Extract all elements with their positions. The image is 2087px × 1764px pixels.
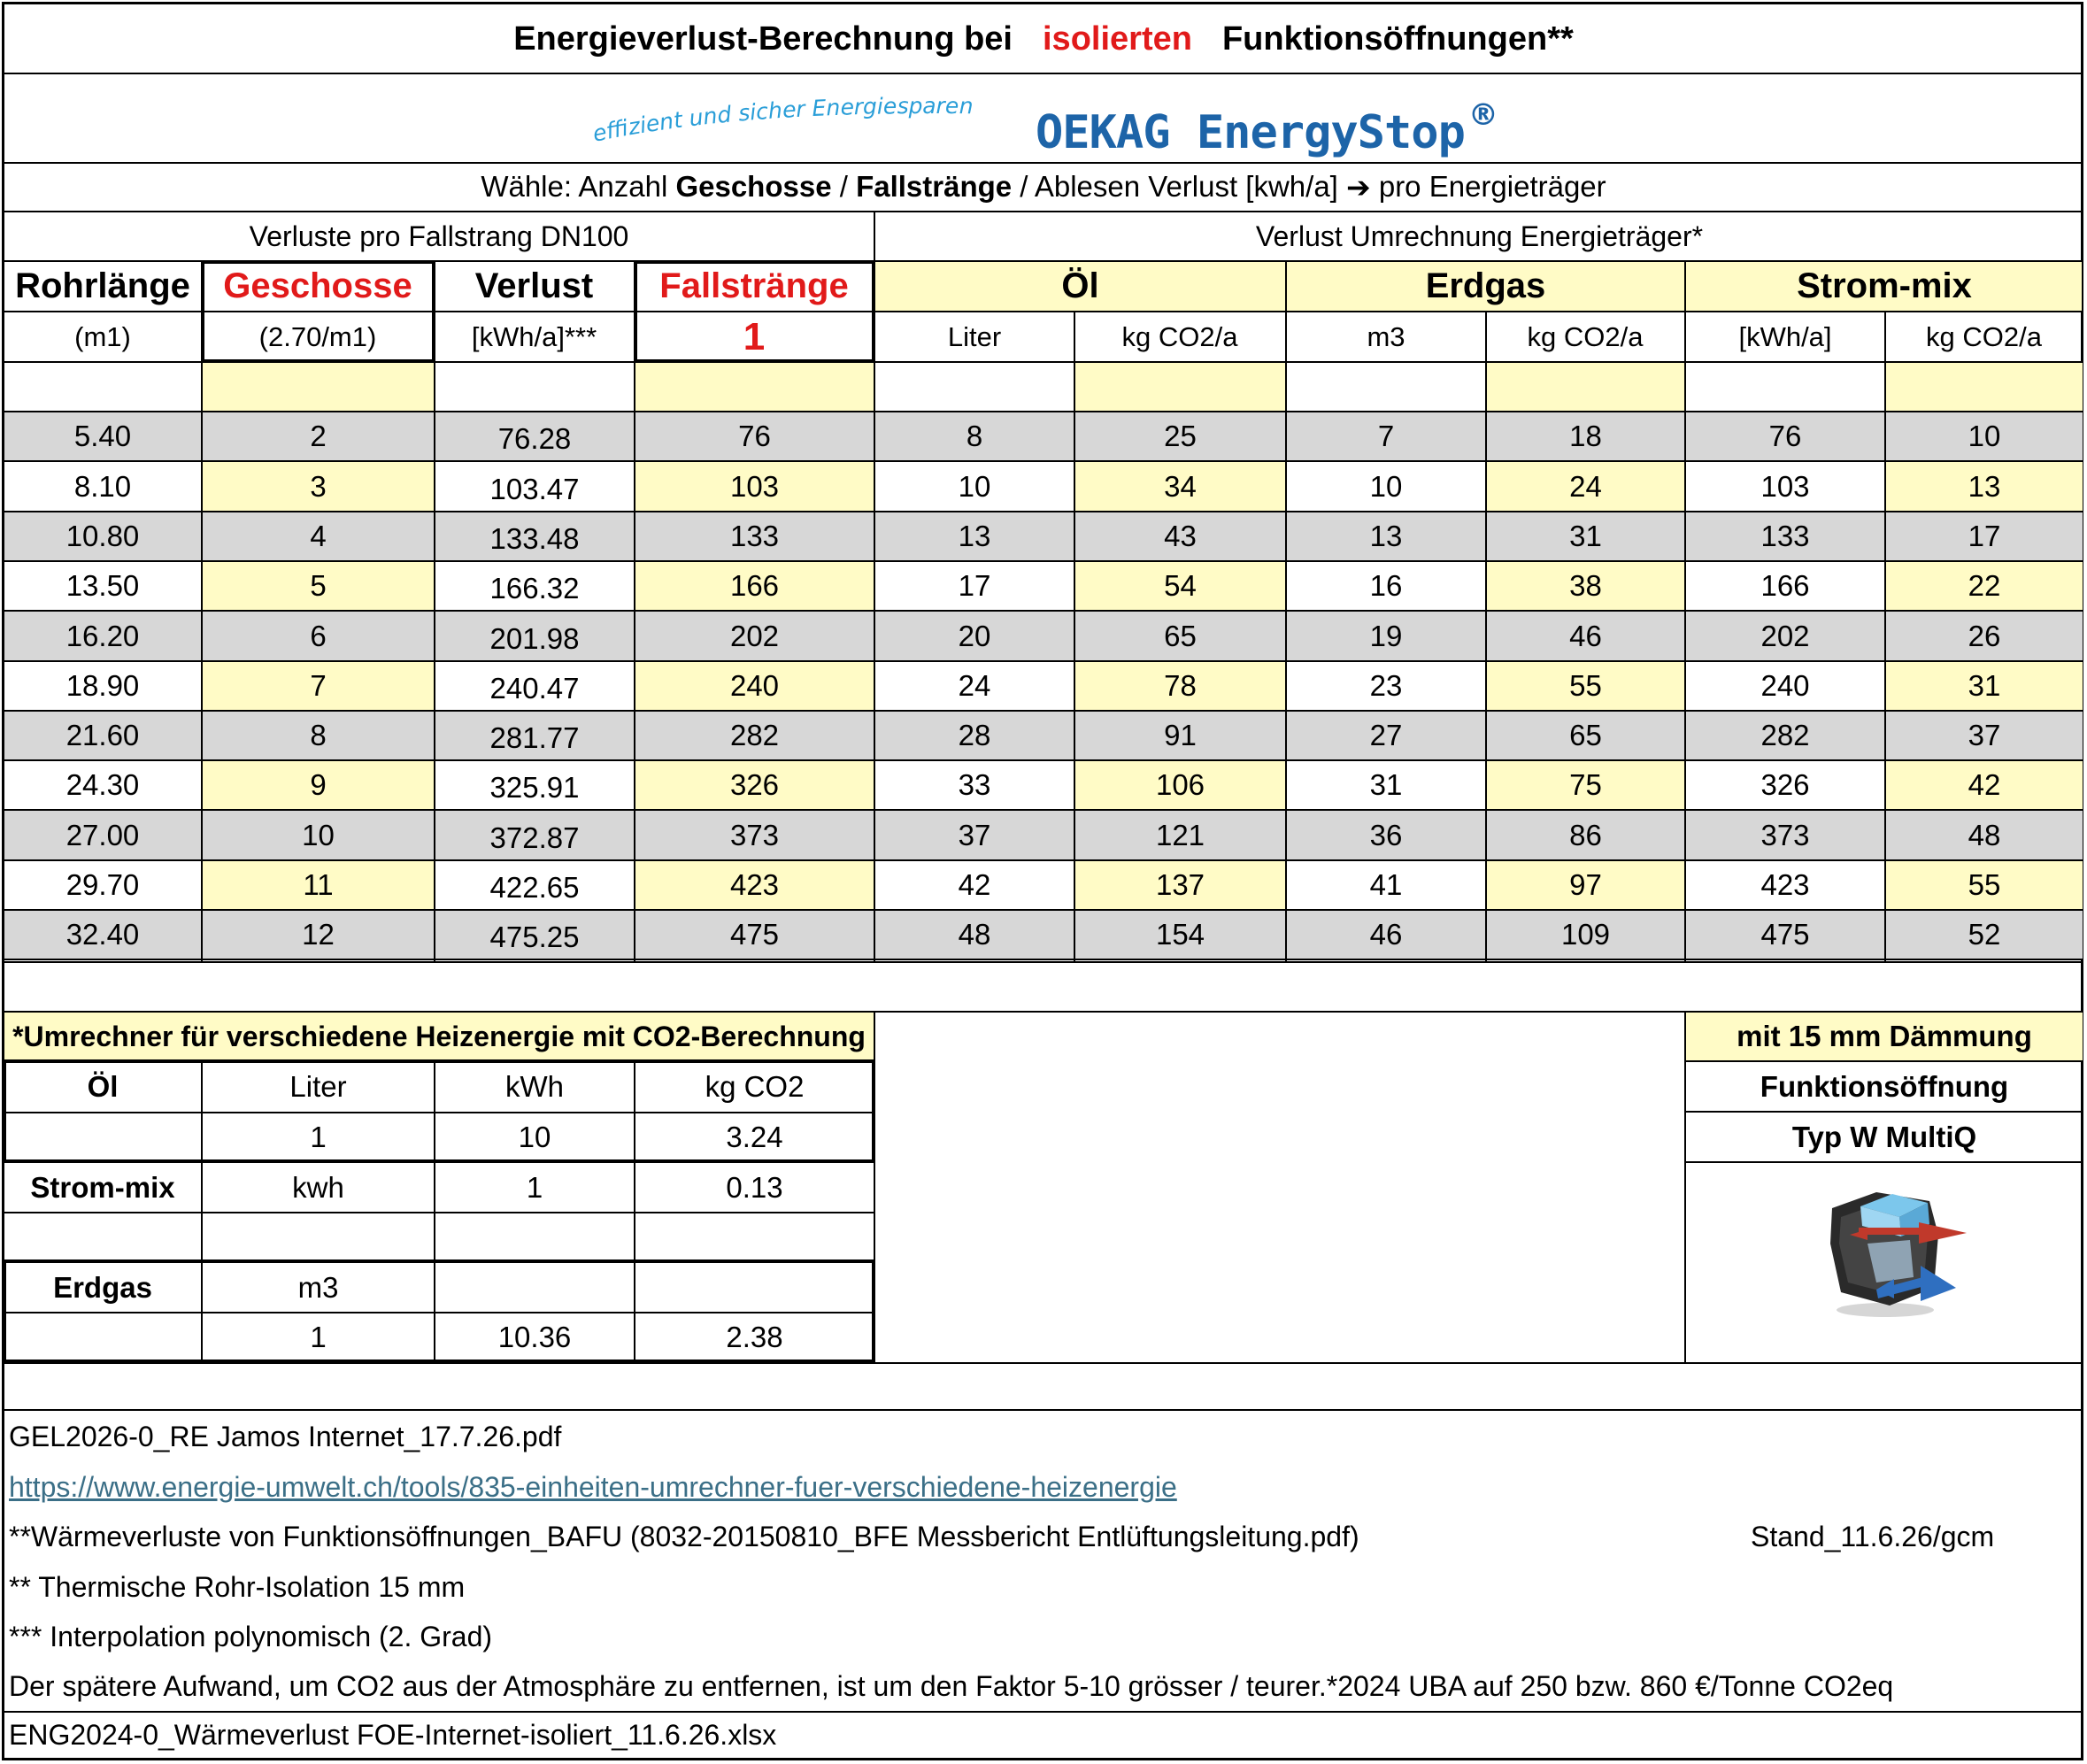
cell-gas-m3: 23 — [1287, 662, 1485, 710]
cell-fallstraenge[interactable]: 240 — [635, 662, 874, 710]
cell-gas-m3: 41 — [1287, 861, 1485, 909]
cell-strom-kwh: 282 — [1686, 712, 1884, 759]
conv-co2: 3.24 — [726, 1121, 783, 1153]
footer-filename: ENG2024-0_Wärmeverlust FOE-Internet-isoliert_11.6.26.xlsx — [9, 1719, 777, 1751]
cell-fallstraenge[interactable]: 103 — [635, 462, 874, 511]
cell-gas-co2: 24 — [1487, 462, 1684, 511]
cell-strom-co2: 13 — [1886, 462, 2083, 511]
cell-strom-kwh: 373 — [1686, 811, 1884, 859]
cell-gas-co2: 46 — [1487, 612, 1684, 660]
cell-rohrlaenge: 8.10 — [4, 462, 201, 511]
cell-rohrlaenge: 5.40 — [4, 412, 201, 460]
cell-strom-kwh: 133 — [1686, 512, 1884, 560]
cell-geschosse[interactable]: 9 — [203, 761, 434, 809]
cell-strom-co2: 52 — [1886, 911, 2083, 959]
cell-oel-liter: 8 — [875, 412, 1074, 460]
cell-strom-kwh: 202 — [1686, 612, 1884, 660]
cell-geschosse[interactable]: 10 — [203, 811, 434, 859]
cell-gas-m3: 10 — [1287, 462, 1485, 511]
cell-verlust: 372.87 — [435, 811, 634, 859]
conv-label: Öl — [87, 1070, 119, 1103]
cell-strom-co2: 48 — [1886, 811, 2083, 859]
conv-unit: m3 — [297, 1270, 339, 1304]
unit-strom-co2: kg CO2/a — [1926, 320, 2042, 352]
conv-unit — [203, 1213, 434, 1261]
unit-geschosse: (2.70/m1) — [258, 320, 377, 352]
cell-strom-kwh: 166 — [1686, 562, 1884, 610]
cell-strom-co2: 26 — [1886, 612, 2083, 660]
cell-geschosse[interactable]: 5 — [203, 562, 434, 610]
fallstraenge-input[interactable]: 1 — [743, 314, 766, 358]
cell-gas-co2: 55 — [1487, 662, 1684, 710]
conv-co2: kg CO2 — [705, 1070, 805, 1103]
conv-unit: Liter — [289, 1070, 347, 1103]
cell-fallstraenge[interactable]: 76 — [635, 412, 874, 460]
unit-gas-m3: m3 — [1367, 320, 1405, 352]
conv-kwh: kWh — [505, 1070, 564, 1103]
cell-gas-co2: 97 — [1487, 861, 1684, 909]
cell-rohrlaenge: 13.50 — [4, 562, 201, 610]
unit-verlust: [kWh/a]*** — [471, 320, 597, 352]
cell-oel-co2: 34 — [1075, 462, 1285, 511]
conv-kwh: 10.36 — [497, 1320, 572, 1353]
cell-fallstraenge[interactable]: 326 — [635, 761, 874, 809]
cell-strom-co2: 42 — [1886, 761, 2083, 809]
col-header-oel: Öl — [1061, 266, 1099, 305]
cell-oel-liter: 48 — [875, 911, 1074, 959]
page-title — [4, 4, 2083, 73]
cell-oel-co2: 25 — [1075, 412, 1285, 460]
cell-strom-kwh: 326 — [1686, 761, 1884, 809]
cell-rohrlaenge: 18.90 — [4, 662, 201, 710]
cell-verlust: 281.77 — [435, 712, 634, 759]
cell-gas-co2: 86 — [1487, 811, 1684, 859]
instruction-line — [4, 164, 2083, 210]
cell-oel-liter: 10 — [875, 462, 1074, 511]
source-link[interactable]: https://www.energie-umwelt.ch/tools/835-einheiten-umrechner-fuer-verschiedene-heizenergie — [9, 1471, 1177, 1503]
logo-reg-mark: ® — [1467, 97, 1498, 133]
cell-verlust: 475.25 — [435, 911, 634, 959]
instruction-text-2: / Ablesen Verlust [kwh/a] — [1012, 170, 1347, 203]
cell-gas-co2: 31 — [1487, 512, 1684, 560]
cell-strom-kwh: 76 — [1686, 412, 1884, 460]
cell-oel-liter: 13 — [875, 512, 1074, 560]
cell-fallstraenge[interactable]: 423 — [635, 861, 874, 909]
cell-geschosse[interactable]: 11 — [203, 861, 434, 909]
arrow-right-icon: ➔ — [1346, 169, 1371, 204]
cell-verlust: 166.32 — [435, 562, 634, 610]
cell-rohrlaenge: 21.60 — [4, 712, 201, 759]
cell-oel-co2: 154 — [1075, 911, 1285, 959]
cell-strom-co2: 31 — [1886, 662, 2083, 710]
cell-gas-m3: 19 — [1287, 612, 1485, 660]
unit-rohrlaenge: (m1) — [74, 320, 131, 352]
conv-kwh: 10 — [518, 1121, 551, 1153]
cell-rohrlaenge: 10.80 — [4, 512, 201, 560]
cell-oel-liter: 20 — [875, 612, 1074, 660]
instruction-fallstraenge: Fallstränge — [856, 170, 1013, 203]
cell-fallstraenge[interactable]: 202 — [635, 612, 874, 660]
title-highlight: isolierten — [1043, 19, 1192, 58]
col-header-fallstraenge: Fallstränge — [659, 266, 849, 305]
cell-strom-kwh: 240 — [1686, 662, 1884, 710]
cell-oel-liter: 24 — [875, 662, 1074, 710]
cell-oel-co2: 65 — [1075, 612, 1285, 660]
cell-oel-liter: 28 — [875, 712, 1074, 759]
product-line1: mit 15 mm Dämmung — [1737, 1020, 2032, 1052]
logo-slogan: effizient und sicher Energiesparen — [590, 92, 974, 147]
note-isolation: ** Thermische Rohr-Isolation 15 mm — [9, 1571, 466, 1603]
cell-geschosse[interactable]: 4 — [203, 512, 434, 560]
col-header-strom: Strom-mix — [1797, 266, 1972, 305]
conv-unit: kwh — [292, 1170, 344, 1204]
cell-geschosse[interactable]: 7 — [203, 662, 434, 710]
title-part3: Funktionsöffnungen** — [1221, 19, 1574, 58]
cell-gas-m3: 16 — [1287, 562, 1485, 610]
cell-rohrlaenge: 32.40 — [4, 911, 201, 959]
cell-strom-co2: 22 — [1886, 562, 2083, 610]
cell-strom-co2: 37 — [1886, 712, 2083, 759]
conv-label: Erdgas — [53, 1270, 152, 1304]
conv-co2 — [635, 1213, 874, 1261]
cell-rohrlaenge: 29.70 — [4, 861, 201, 909]
cell-oel-co2: 43 — [1075, 512, 1285, 560]
instruction-text: Wähle: Anzahl — [481, 170, 676, 203]
cell-gas-co2: 38 — [1487, 562, 1684, 610]
unit-oel-co2: kg CO2/a — [1121, 320, 1238, 352]
conv-unit: 1 — [310, 1320, 327, 1353]
cell-gas-co2: 18 — [1487, 412, 1684, 460]
cell-strom-kwh: 475 — [1686, 911, 1884, 959]
cell-geschosse[interactable]: 2 — [203, 412, 434, 460]
cell-oel-co2: 91 — [1075, 712, 1285, 759]
unit-oel-liter: Liter — [947, 320, 1002, 352]
conv-label: Strom-mix — [30, 1170, 175, 1204]
product-line3: Typ W MultiQ — [1791, 1120, 1977, 1153]
cell-oel-co2: 54 — [1075, 562, 1285, 610]
cell-gas-m3: 7 — [1287, 412, 1485, 460]
note-co2-cost: Der spätere Aufwand, um CO2 aus der Atmosphäre zu entfernen, ist um den Faktor 5-10 grösser / teurer.*2024 UBA auf 250 bzw. 860 €/Tonne CO2eq — [9, 1670, 1894, 1702]
logo-brand: OEKAG EnergyStop — [1036, 106, 1465, 159]
cell-gas-m3: 46 — [1287, 911, 1485, 959]
product-line2: Funktionsöffnung — [1760, 1069, 2009, 1103]
cell-oel-liter: 42 — [875, 861, 1074, 909]
conv-co2: 0.13 — [726, 1170, 783, 1204]
cell-oel-co2: 78 — [1075, 662, 1285, 710]
cell-geschosse[interactable]: 12 — [203, 911, 434, 959]
cell-verlust: 422.65 — [435, 861, 634, 909]
conv-kwh: 1 — [526, 1170, 543, 1204]
cell-rohrlaenge: 27.00 — [4, 811, 201, 859]
cell-verlust: 103.47 — [435, 462, 634, 511]
section-header-right: Verlust Umrechnung Energieträger* — [1255, 220, 1704, 252]
cell-gas-co2: 75 — [1487, 761, 1684, 809]
cell-geschosse[interactable]: 8 — [203, 712, 434, 759]
cell-strom-kwh: 423 — [1686, 861, 1884, 909]
note-bafu: **Wärmeverluste von Funktionsöffnungen_BAFU (8032-20150810_BFE Messbericht Entlüftungsleitung.pdf) — [9, 1521, 1359, 1552]
cell-verlust: 240.47 — [435, 662, 634, 710]
instruction-geschosse: Geschosse — [675, 170, 832, 203]
cell-rohrlaenge: 24.30 — [4, 761, 201, 809]
cell-gas-m3: 36 — [1287, 811, 1485, 859]
cell-strom-co2: 17 — [1886, 512, 2083, 560]
note-stand: Stand_11.6.26/gcm — [1751, 1521, 1995, 1552]
converter-title: *Umrechner für verschiedene Heizenergie mit CO2-Berechnung — [12, 1020, 866, 1052]
cell-verlust: 76.28 — [435, 412, 634, 460]
instruction-text-3: pro Energieträger — [1370, 170, 1606, 203]
cell-oel-liter: 37 — [875, 811, 1074, 859]
title-part1: Energieverlust-Berechnung bei — [513, 19, 1013, 58]
cell-oel-co2: 121 — [1075, 811, 1285, 859]
note-file: GEL2026-0_RE Jamos Internet_17.7.26.pdf — [9, 1421, 562, 1452]
svg-text:effizient und sicher Energiesp — [590, 93, 974, 147]
cell-fallstraenge[interactable]: 133 — [635, 512, 874, 560]
conv-co2: 2.38 — [726, 1320, 783, 1353]
cell-rohrlaenge: 16.20 — [4, 612, 201, 660]
unit-gas-co2: kg CO2/a — [1527, 320, 1644, 352]
note-interpolation: *** Interpolation polynomisch (2. Grad) — [9, 1621, 493, 1652]
cell-oel-co2: 137 — [1075, 861, 1285, 909]
cell-oel-co2: 106 — [1075, 761, 1285, 809]
section-header-left: Verluste pro Fallstrang DN100 — [249, 220, 629, 252]
cell-gas-co2: 109 — [1487, 911, 1684, 959]
col-header-verlust: Verlust — [474, 266, 594, 305]
cell-verlust: 133.48 — [435, 512, 634, 560]
cell-strom-co2: 55 — [1886, 861, 2083, 909]
cell-strom-co2: 10 — [1886, 412, 2083, 460]
cell-geschosse[interactable]: 6 — [203, 612, 434, 660]
cell-oel-liter: 33 — [875, 761, 1074, 809]
multiq-valve-image — [1814, 1182, 1991, 1323]
instruction-sep: / — [831, 170, 857, 203]
cell-gas-m3: 27 — [1287, 712, 1485, 759]
col-header-rohrlaenge: Rohrlänge — [15, 266, 190, 305]
cell-gas-m3: 13 — [1287, 512, 1485, 560]
cell-geschosse[interactable]: 3 — [203, 462, 434, 511]
cell-fallstraenge[interactable]: 475 — [635, 911, 874, 959]
conv-label — [4, 1213, 201, 1261]
conv-kwh — [435, 1213, 634, 1261]
cell-fallstraenge[interactable]: 282 — [635, 712, 874, 759]
cell-fallstraenge[interactable]: 373 — [635, 811, 874, 859]
col-header-geschosse: Geschosse — [223, 266, 412, 305]
cell-verlust: 325.91 — [435, 761, 634, 809]
cell-oel-liter: 17 — [875, 562, 1074, 610]
cell-fallstraenge[interactable]: 166 — [635, 562, 874, 610]
cell-strom-kwh: 103 — [1686, 462, 1884, 511]
conv-unit: 1 — [310, 1121, 327, 1153]
unit-strom-kwh: [kWh/a] — [1738, 320, 1832, 352]
col-header-erdgas: Erdgas — [1425, 266, 1546, 305]
cell-verlust: 201.98 — [435, 612, 634, 660]
cell-gas-co2: 65 — [1487, 712, 1684, 759]
cell-gas-m3: 31 — [1287, 761, 1485, 809]
brand-logo — [584, 80, 1505, 165]
